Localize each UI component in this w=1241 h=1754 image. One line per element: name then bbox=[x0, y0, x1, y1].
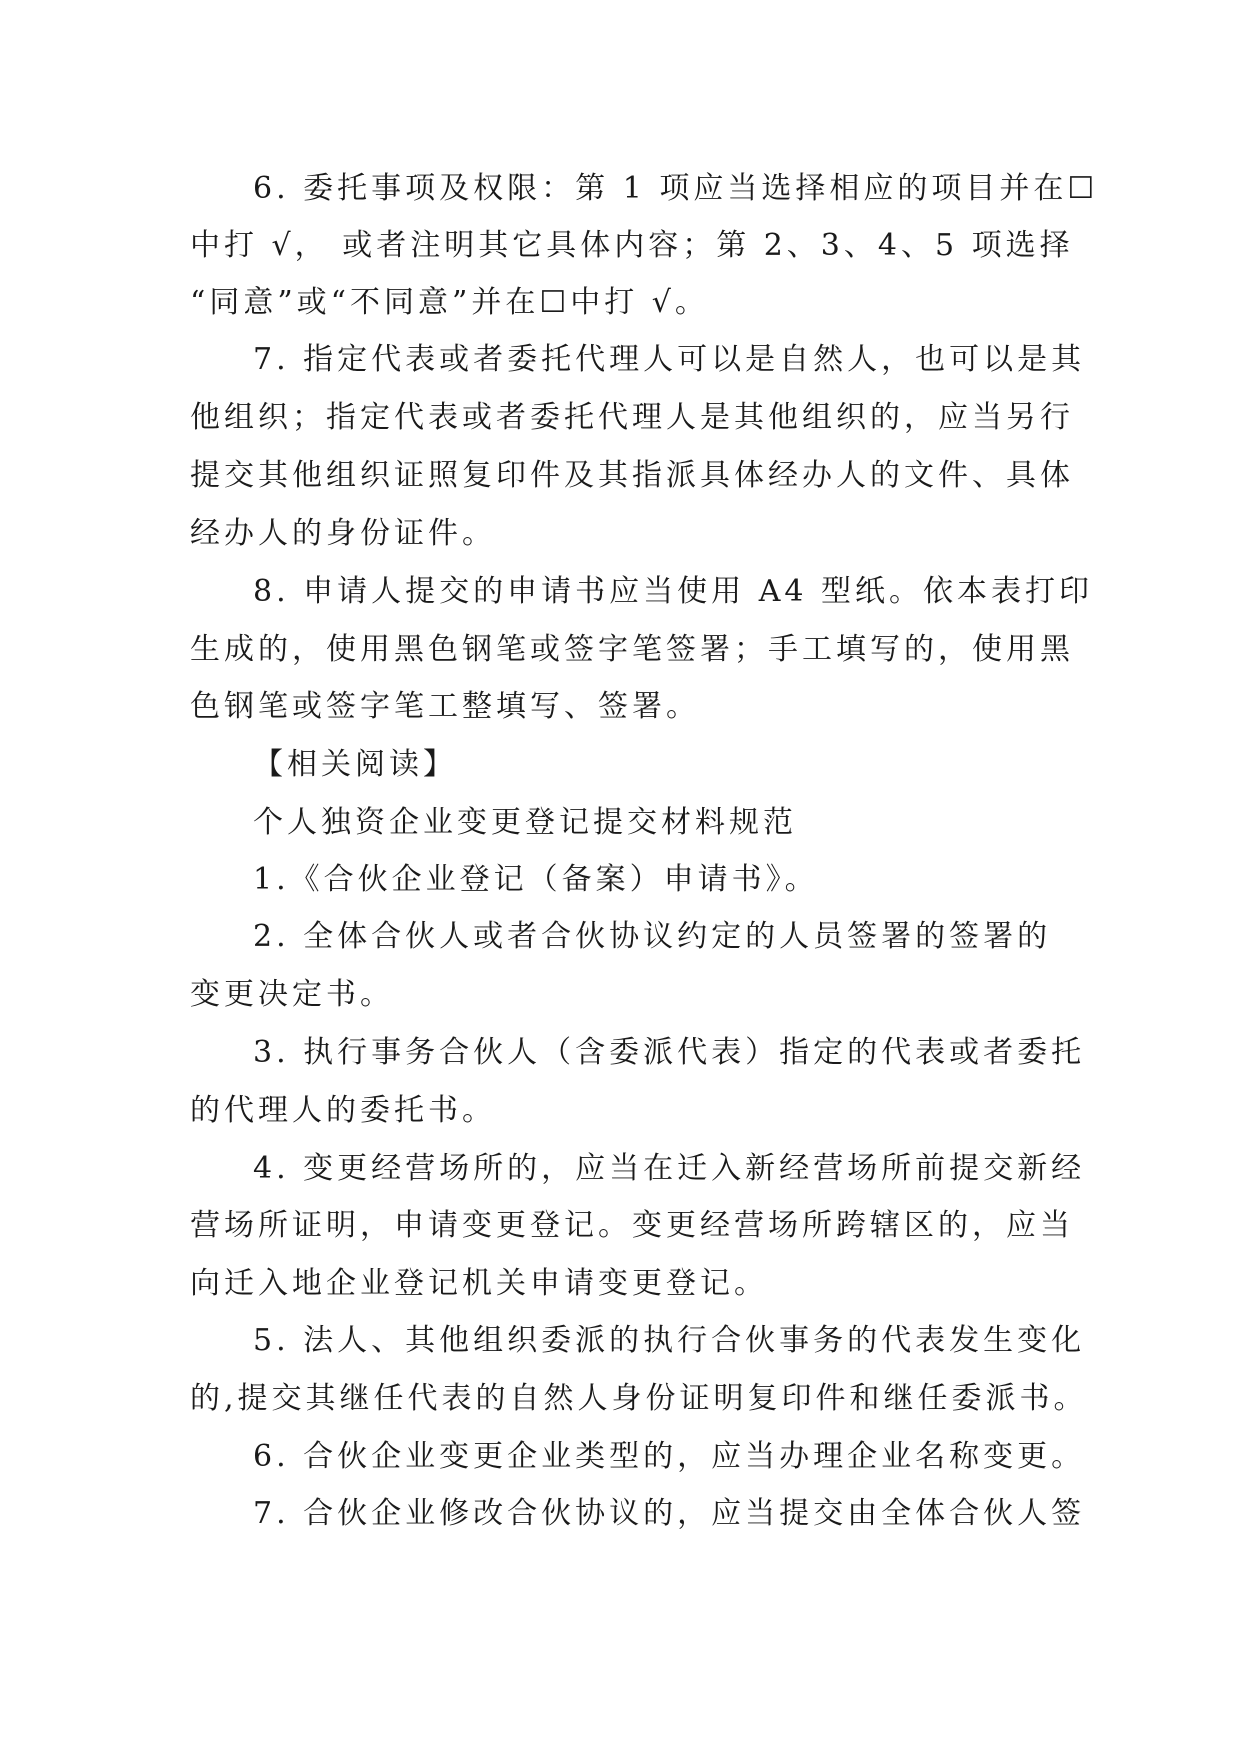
text-line: 2. 全体合伙人或者合伙协议约定的人员签署的签署的 bbox=[253, 919, 1052, 954]
text-line: 营场所证明，申请变更登记。变更经营场所跨辖区的，应当 bbox=[190, 1208, 1074, 1243]
text-line: 提交其他组织证照复印件及其指派具体经办人的文件、具体 bbox=[190, 458, 1074, 493]
text-line: 向迁入地企业登记机关申请变更登记。 bbox=[190, 1266, 768, 1301]
text-line: 1.《合伙企业登记（备案）申请书》。 bbox=[253, 862, 819, 897]
section-heading: 【相关阅读】 bbox=[253, 747, 457, 782]
text-line: 色钢笔或签字笔工整填写、签署。 bbox=[190, 689, 700, 724]
text-line: 8. 申请人提交的申请书应当使用 A4 型纸。依本表打印 bbox=[253, 574, 1093, 609]
text-line: 的代理人的委托书。 bbox=[190, 1093, 496, 1128]
text-line: 中打 √， 或者注明其它具体内容；第 2、3、4、5 项选择 bbox=[190, 228, 1074, 263]
section-title: 个人独资企业变更登记提交材料规范 bbox=[253, 805, 797, 840]
text-line: 的,提交其继任代表的自然人身份证明复印件和继任委派书。 bbox=[190, 1381, 1088, 1416]
text-line: 7. 指定代表或者委托代理人可以是自然人，也可以是其 bbox=[253, 342, 1086, 377]
text-line: 经办人的身份证件。 bbox=[190, 516, 496, 551]
text-line: 生成的，使用黑色钢笔或签字笔签署；手工填写的，使用黑 bbox=[190, 632, 1074, 667]
text-line: 他组织；指定代表或者委托代理人是其他组织的，应当另行 bbox=[190, 400, 1074, 435]
text-line: 4. 变更经营场所的，应当在迁入新经营场所前提交新经 bbox=[253, 1151, 1086, 1186]
text-line: 7. 合伙企业修改合伙协议的，应当提交由全体合伙人签 bbox=[253, 1496, 1086, 1531]
text-line: 5. 法人、其他组织委派的执行合伙事务的代表发生变化 bbox=[253, 1323, 1086, 1358]
text-line: 变更决定书。 bbox=[190, 977, 394, 1012]
text-line: 6. 委托事项及权限：第 1 项应当选择相应的项目并在☐ bbox=[253, 171, 1099, 206]
text-line: 3. 执行事务合伙人（含委派代表）指定的代表或者委托 bbox=[253, 1035, 1086, 1070]
text-line: 6. 合伙企业变更企业类型的，应当办理企业名称变更。 bbox=[253, 1439, 1086, 1474]
text-line: “同意”或“不同意”并在☐中打 √。 bbox=[190, 285, 709, 320]
